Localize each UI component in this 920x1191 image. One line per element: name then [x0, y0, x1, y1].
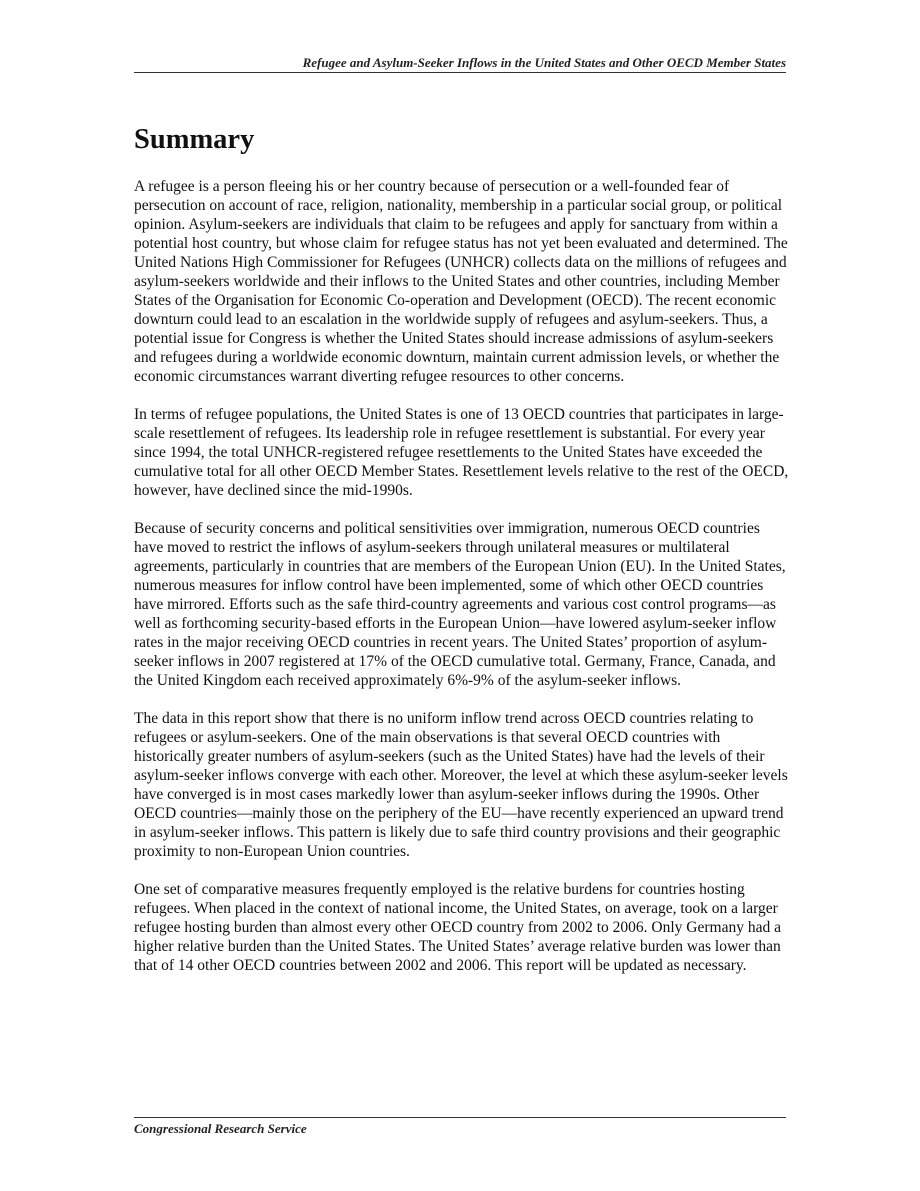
header-divider [134, 72, 786, 73]
page-title: Summary [134, 124, 255, 155]
paragraph-resettlement: In terms of refugee populations, the United States is one of 13 OECD countries that participates in large-scale resettlement of refugees. Its leadership role in refugee resettlement is substantial. For every year since 1994, the total UNHCR-registered refugee resettlements to the United States have exceeded the cumulative total for all other OECD Member States. Resettlement levels relative to the rest of the OECD, however, have declined since the mid-1990s. [134, 406, 789, 499]
running-footer: Congressional Research Service [134, 1121, 307, 1136]
summary-body [134, 177, 790, 994]
paragraph-relative-burdens: One set of comparative measures frequently employed is the relative burdens for countries hosting refugees. When placed in the context of national income, the United States, on average, took on a larger refugee hosting burden than almost every other OECD country from 2002 to 2006. Only Germany had a higher relative burden than the United States. The United States’ average relative burden was lower than that of 14 other OECD countries between 2002 and 2006. This report will be updated as necessary. [134, 881, 781, 974]
paragraph-inflow-trends: The data in this report show that there is no uniform inflow trend across OECD countries relating to refugees or asylum-seekers. One of the main observations is that several OECD countries with historically greater numbers of asylum-seekers (such as the United States) have had the levels of their asylum-seeker inflows converge with each other. Moreover, the level at which these asylum-seeker levels have converged is in most cases markedly lower than asylum-seeker inflows during the 1990s. Other OECD countries—mainly those on the periphery of the EU—have recently experienced an upward trend in asylum-seeker inflows. This pattern is likely due to safe third country provisions and their geographic proximity to non-European Union countries. [134, 710, 788, 860]
paragraph-inflow-controls: Because of security concerns and political sensitivities over immigration, numerous OECD countries have moved to restrict the inflows of asylum-seekers through unilateral measures or multilateral agreements, particularly in countries that are members of the European Union (EU). In the United States, numerous measures for inflow control have been implemented, some of which other OECD countries have mirrored. Efforts such as the safe third-country agreements and various cost control programs—as well as forthcoming security-based efforts in the European Union—have lowered asylum-seeker inflow rates in the major receiving OECD countries in recent years. The United States’ proportion of asylum-seeker inflows in 2007 registered at 17% of the OECD cumulative total. Germany, France, Canada, and the United Kingdom each received approximately 6%-9% of the asylum-seeker inflows. [134, 520, 786, 689]
running-header: Refugee and Asylum-Seeker Inflows in the United States and Other OECD Member States [302, 55, 786, 70]
paragraph-definitions: A refugee is a person fleeing his or her country because of persecution or a well-founded fear of persecution on account of race, religion, nationality, membership in a particular social group, or political opinion. Asylum-seekers are individuals that claim to be refugees and apply for sanctuary from within a potential host country, but whose claim for refugee status has not yet been evaluated and determined. The United Nations High Commissioner for Refugees (UNHCR) collects data on the millions of refugees and asylum-seekers worldwide and their inflows to the United States and other countries, including Member States of the Organisation for Economic Co-operation and Development (OECD). The recent economic downturn could lead to an escalation in the worldwide supply of refugees and asylum-seekers. Thus, a potential issue for Congress is whether the United States should increase admissions of asylum-seekers and refugees during a worldwide economic downturn, maintain current admission levels, or whether the economic circumstances warrant diverting refugee resources to other concerns. [134, 178, 788, 385]
footer-divider [134, 1117, 786, 1118]
